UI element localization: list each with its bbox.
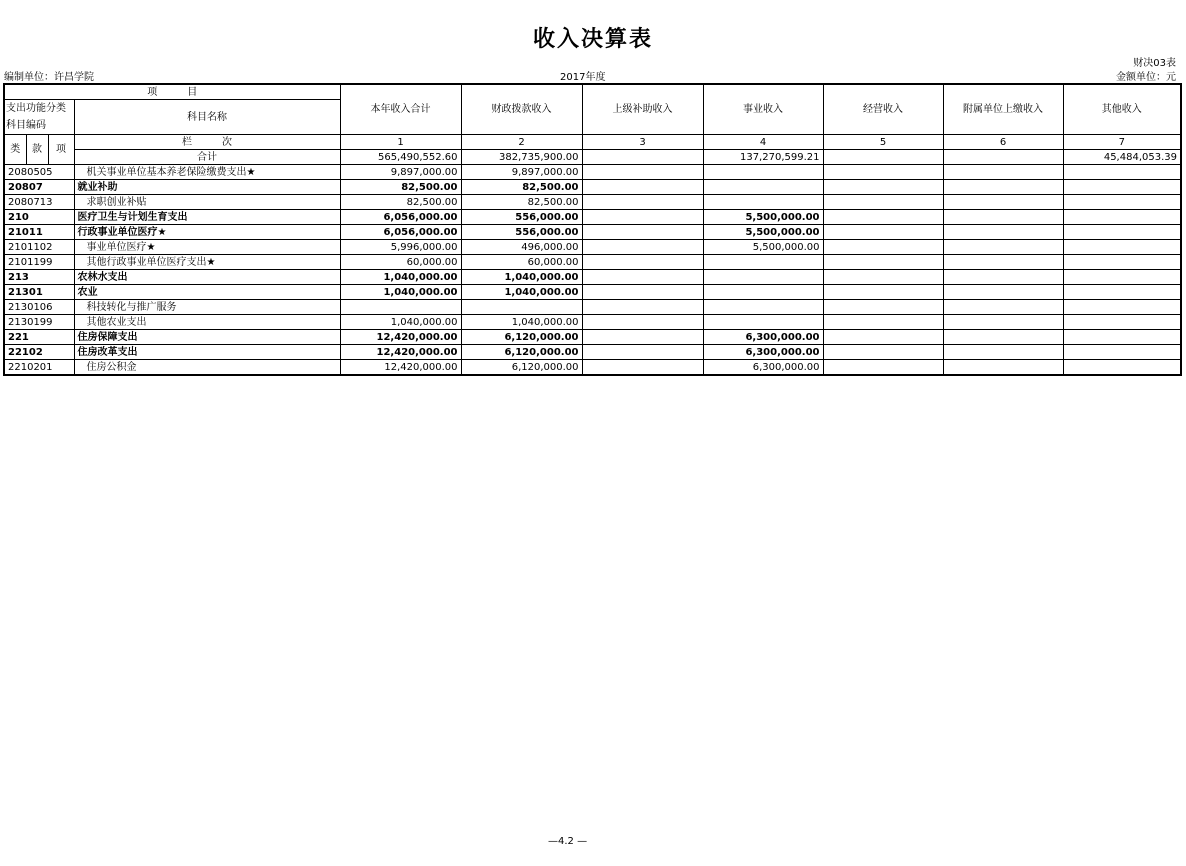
amount-cell: 5,996,000.00 [340,240,461,255]
amount-cell [943,225,1063,240]
subject-name: 科技转化与推广服务 [74,300,340,315]
table-row [4,315,1181,330]
amount-cell [582,360,703,376]
amount-cell [1063,180,1181,195]
amount-cell: 6,056,000.00 [340,225,461,240]
subject-name: 行政事业单位医疗★ [74,225,340,240]
amount-cell: 1,040,000.00 [340,315,461,330]
amount-cell [823,195,943,210]
col-number-2: 2 [461,135,582,150]
amount-unit: 金额单位：元 [1116,72,1176,83]
form-code: 财决03表 [1133,58,1176,69]
header-col-1: 本年收入合计 [340,84,461,135]
header-col-2: 财政拨款收入 [461,84,582,135]
amount-cell: 9,897,000.00 [461,165,582,180]
subject-code: 210 [4,210,74,225]
amount-cell [823,285,943,300]
amount-cell [943,330,1063,345]
subject-code: 2080713 [4,195,74,210]
subject-code: 2101102 [4,240,74,255]
header-row-numbers [4,135,1181,150]
amount-cell [1063,285,1181,300]
table-row [4,165,1181,180]
header-kuan: 款 [26,135,48,165]
subject-name: 住房保障支出 [74,330,340,345]
amount-cell [943,300,1063,315]
subject-name: 住房公积金 [74,360,340,376]
amount-cell [823,240,943,255]
table-row [4,225,1181,240]
total-row [4,150,1181,165]
amount-cell [943,210,1063,225]
amount-cell: 82,500.00 [340,180,461,195]
amount-cell [1063,165,1181,180]
amount-cell [1063,360,1181,376]
fiscal-year: 2017年度 [560,72,606,83]
amount-cell [582,315,703,330]
amount-cell: 5,500,000.00 [703,210,823,225]
amount-cell: 556,000.00 [461,210,582,225]
header-col-7: 其他收入 [1063,84,1181,135]
amount-cell [582,270,703,285]
subject-name: 农业 [74,285,340,300]
amount-cell: 6,056,000.00 [340,210,461,225]
amount-cell [823,225,943,240]
total-value [943,150,1063,165]
table-row [4,195,1181,210]
subject-code: 2080505 [4,165,74,180]
total-value: 45,484,053.39 [1063,150,1181,165]
header-xiang: 项 [48,135,74,165]
subject-code: 213 [4,270,74,285]
amount-cell [823,345,943,360]
amount-cell [582,225,703,240]
amount-cell: 12,420,000.00 [340,330,461,345]
page-title: 收入决算表 [532,27,653,52]
amount-cell: 82,500.00 [340,195,461,210]
amount-cell [943,195,1063,210]
amount-cell: 496,000.00 [461,240,582,255]
amount-cell: 1,040,000.00 [461,315,582,330]
subject-name: 事业单位医疗★ [74,240,340,255]
table-row [4,330,1181,345]
amount-cell [823,180,943,195]
subject-code: 20807 [4,180,74,195]
amount-cell [943,360,1063,376]
amount-cell [703,195,823,210]
total-label: 合计 [74,150,340,165]
subject-code: 221 [4,330,74,345]
amount-cell [943,165,1063,180]
amount-cell [1063,210,1181,225]
income-table [3,83,1182,376]
amount-cell [1063,255,1181,270]
amount-cell [582,345,703,360]
amount-cell [582,285,703,300]
amount-cell [823,360,943,376]
amount-cell [823,165,943,180]
subject-name: 求职创业补贴 [74,195,340,210]
col-number-4: 4 [703,135,823,150]
subject-name: 其他农业支出 [74,315,340,330]
col-number-6: 6 [943,135,1063,150]
amount-cell [1063,300,1181,315]
subject-name: 医疗卫生与计划生育支出 [74,210,340,225]
amount-cell: 1,040,000.00 [461,285,582,300]
amount-cell [1063,240,1181,255]
amount-cell [943,285,1063,300]
col-number-3: 3 [582,135,703,150]
amount-cell: 82,500.00 [461,195,582,210]
amount-cell [823,330,943,345]
amount-cell: 60,000.00 [461,255,582,270]
table-row [4,180,1181,195]
header-col-6: 附属单位上缴收入 [943,84,1063,135]
amount-cell: 12,420,000.00 [340,345,461,360]
amount-cell [1063,330,1181,345]
amount-cell: 6,300,000.00 [703,345,823,360]
amount-cell: 6,300,000.00 [703,330,823,345]
amount-cell: 556,000.00 [461,225,582,240]
total-value [823,150,943,165]
amount-cell: 60,000.00 [340,255,461,270]
subject-code: 21301 [4,285,74,300]
amount-cell [582,165,703,180]
amount-cell [1063,270,1181,285]
compiling-unit: 编制单位：许昌学院 [4,72,94,83]
table-row [4,360,1181,376]
subject-name: 就业补助 [74,180,340,195]
amount-cell [943,255,1063,270]
subject-code: 2130199 [4,315,74,330]
subject-code: 21011 [4,225,74,240]
amount-cell: 1,040,000.00 [461,270,582,285]
amount-cell: 82,500.00 [461,180,582,195]
table-row [4,300,1181,315]
amount-cell [582,210,703,225]
col-number-5: 5 [823,135,943,150]
amount-cell: 6,120,000.00 [461,360,582,376]
amount-cell [823,300,943,315]
table-row [4,345,1181,360]
header-lan-ci: 栏 次 [74,135,340,150]
subject-name: 机关事业单位基本养老保险缴费支出★ [74,165,340,180]
subject-code: 2130106 [4,300,74,315]
header-col-5: 经营收入 [823,84,943,135]
total-value: 565,490,552.60 [340,150,461,165]
amount-cell: 6,120,000.00 [461,345,582,360]
table-row [4,210,1181,225]
amount-cell [943,240,1063,255]
amount-cell: 1,040,000.00 [340,285,461,300]
page-number: —4.2 — [548,836,588,847]
amount-cell [823,255,943,270]
subject-name: 其他行政事业单位医疗支出★ [74,255,340,270]
amount-cell [703,315,823,330]
amount-cell [703,180,823,195]
amount-cell: 5,500,000.00 [703,240,823,255]
total-value: 382,735,900.00 [461,150,582,165]
col-number-7: 7 [1063,135,1181,150]
subject-code: 2210201 [4,360,74,376]
amount-cell [703,300,823,315]
amount-cell [1063,195,1181,210]
amount-cell [582,255,703,270]
amount-cell [823,270,943,285]
amount-cell [703,255,823,270]
amount-cell [703,165,823,180]
total-value [582,150,703,165]
amount-cell [582,180,703,195]
table-row [4,285,1181,300]
amount-cell [582,330,703,345]
amount-cell [1063,345,1181,360]
subject-code: 22102 [4,345,74,360]
subject-name: 住房改革支出 [74,345,340,360]
header-col-3: 上级补助收入 [582,84,703,135]
total-value: 137,270,599.21 [703,150,823,165]
amount-cell [340,300,461,315]
table-row [4,270,1181,285]
header-row-project [4,84,1181,100]
header-lei: 类 [4,135,26,165]
amount-cell [823,210,943,225]
amount-cell [703,285,823,300]
amount-cell [943,180,1063,195]
amount-cell [1063,225,1181,240]
amount-cell: 6,120,000.00 [461,330,582,345]
header-project: 项 目 [4,84,340,100]
amount-cell [703,270,823,285]
amount-cell [582,240,703,255]
table-row [4,240,1181,255]
amount-cell [582,300,703,315]
col-number-1: 1 [340,135,461,150]
amount-cell [943,270,1063,285]
header-subject-name: 科目名称 [74,100,340,135]
subject-name: 农林水支出 [74,270,340,285]
amount-cell: 6,300,000.00 [703,360,823,376]
header-func-class: 支出功能分类科目编码 [4,100,74,135]
amount-cell [943,345,1063,360]
table-row [4,255,1181,270]
amount-cell [461,300,582,315]
subject-code: 2101199 [4,255,74,270]
amount-cell: 5,500,000.00 [703,225,823,240]
header-col-4: 事业收入 [703,84,823,135]
amount-cell: 9,897,000.00 [340,165,461,180]
amount-cell [943,315,1063,330]
amount-cell: 12,420,000.00 [340,360,461,376]
amount-cell [1063,315,1181,330]
amount-cell [823,315,943,330]
amount-cell: 1,040,000.00 [340,270,461,285]
amount-cell [582,195,703,210]
